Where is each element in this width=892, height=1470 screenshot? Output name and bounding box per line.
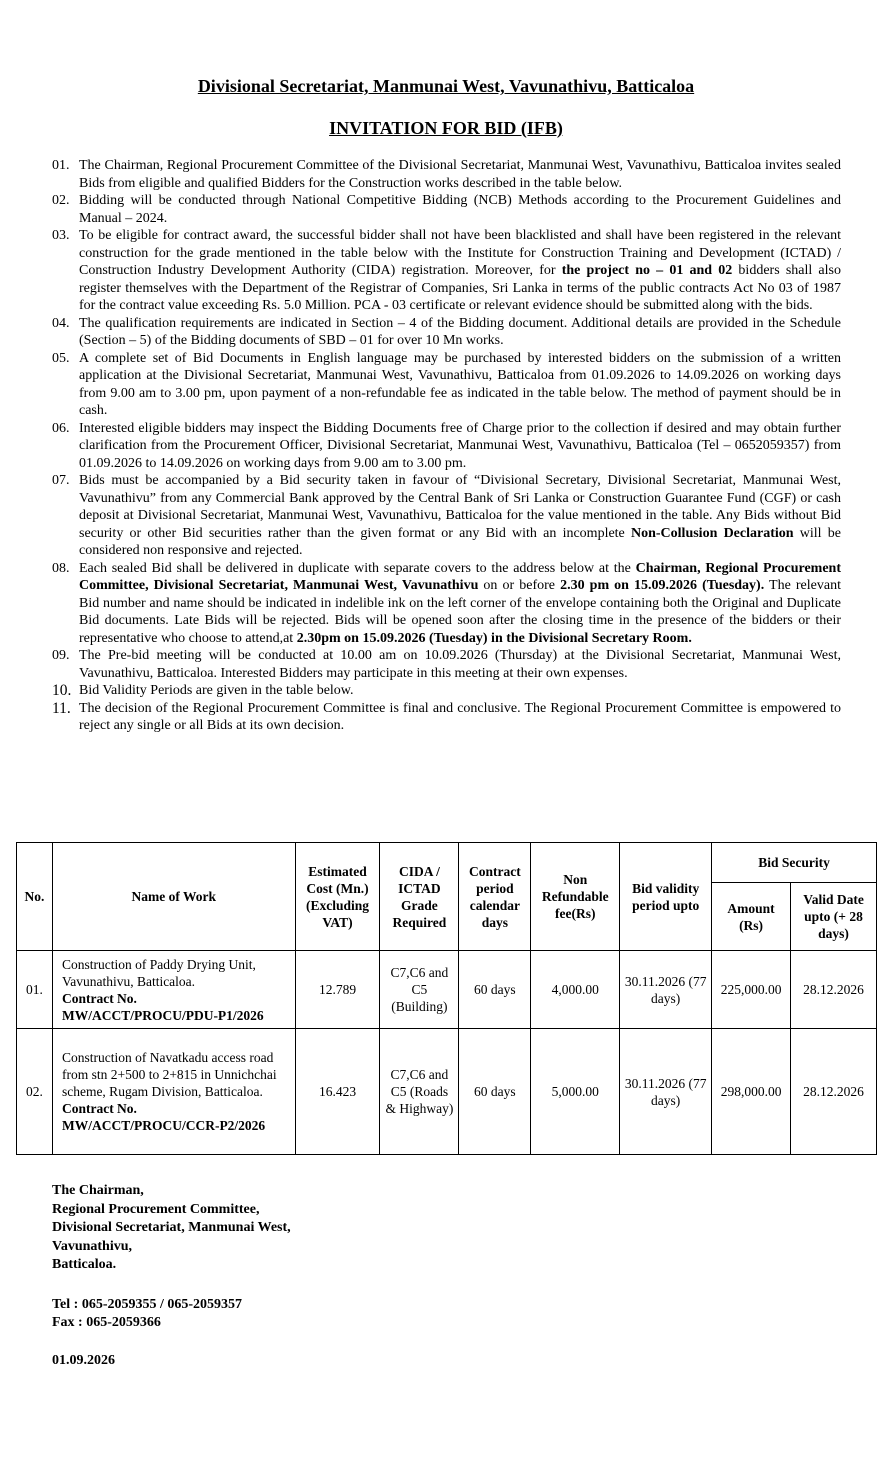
fee: 4,000.00 bbox=[531, 951, 620, 1029]
security-valid-date: 28.12.2026 bbox=[791, 1029, 877, 1155]
contract-label: Contract No. bbox=[61, 1101, 137, 1116]
contract-label: Contract No. bbox=[61, 990, 137, 1006]
contract-period: 60 days bbox=[459, 951, 531, 1029]
clause-list bbox=[52, 157, 841, 735]
fax: Fax : 065-2059366 bbox=[52, 1315, 161, 1330]
header-security-amount: Amount (Rs) bbox=[712, 883, 791, 951]
clause-number: 11. bbox=[52, 699, 71, 717]
security-valid-date: 28.12.2026 bbox=[791, 951, 877, 1029]
clause bbox=[52, 647, 841, 682]
header-security-valid-date: Valid Date upto (+ 28 days) bbox=[791, 883, 877, 951]
clause-text-segment: Bidding will be conducted through National Competitive Bidding (NCB) Methods according to the Procurement Guidelines and Manual – 2024. bbox=[79, 193, 841, 226]
header-no: No. bbox=[17, 843, 53, 951]
clause-text bbox=[79, 700, 841, 735]
clause-number: 10. bbox=[52, 682, 72, 699]
clause bbox=[52, 350, 841, 420]
clause bbox=[52, 420, 841, 473]
table-row bbox=[17, 1029, 877, 1155]
clause bbox=[52, 700, 841, 735]
clause-number: 02. bbox=[52, 193, 70, 208]
clause-text-segment: The Chairman, Regional Procurement Committee of the Divisional Secretariat, Manmunai West, Vavunathivu, Batticaloa invites sealed Bids from eligible and qualified Bidders for the Construction works described in the table below. bbox=[79, 158, 841, 191]
clause-bold-text: Non-Collusion Declaration bbox=[631, 525, 794, 541]
clause bbox=[52, 682, 841, 700]
clause-text-segment: To be eligible for contract award, the successful bidder shall not have been blacklisted and shall have been registered in the relevant construction for the grade mentioned in the table below with the Institute for Construction Training and Development (ICTAD) / Construction Industry Development Authority (CIDA) registration. Moreover, for bbox=[79, 228, 841, 278]
signature-line: Vavunathivu, bbox=[52, 1238, 133, 1254]
clause-text-segment: The qualification requirements are indicated in Section – 4 of the Bidding document. Additional details are provided in the Schedule (Section – 5) of the Bidding documents of SBD – 01 for over 10 Mn works. bbox=[79, 315, 841, 348]
clause-number: 04. bbox=[52, 315, 70, 331]
clause-text-segment: on or before bbox=[478, 578, 561, 593]
document-title: INVITATION FOR BID (IFB) bbox=[329, 118, 563, 138]
contact-block bbox=[52, 1296, 242, 1332]
clause-number: 01. bbox=[52, 158, 70, 173]
clause-number: 05. bbox=[52, 350, 70, 366]
bid-validity: 30.11.2026 (77 days) bbox=[620, 951, 712, 1029]
clause-text-segment: Bid Validity Periods are given in the table below. bbox=[79, 683, 354, 698]
clause-text bbox=[79, 315, 841, 350]
clause-number: 09. bbox=[52, 648, 70, 663]
work-name: Construction of Paddy Drying Unit, Vavunathivu, Batticaloa. bbox=[61, 956, 256, 989]
contract-number: MW/ACCT/PROCU/PDU-P1/2026 bbox=[61, 1007, 264, 1023]
estimated-cost: 16.423 bbox=[295, 1029, 380, 1155]
clause-text-segment: bidders shall also register themselves with the Department of the Registrar of Companies, Sri Lanka in terms of the public contracts Act No 03 of 1987 for the contract value exceeding Rs. 5.0 Million. PCA - 03 certificate or relevant evidence should be submitted along with the bids. bbox=[79, 263, 841, 313]
clause bbox=[52, 315, 841, 350]
clause-text-segment: will be considered non responsive and rejected. bbox=[79, 525, 841, 558]
security-amount: 225,000.00 bbox=[712, 951, 791, 1029]
clause-text-segment: A complete set of Bid Documents in English language may be purchased by interested bidders on the submission of a written application at the Divisional Secretariat, Manmunai West, Vavunathivu, Batticaloa from 01.09.2026 to 14.09.2026 on working days from 9.00 am to 3.00 pm, upon payment of a non-refundable fee as indicated in the table below. The method of payment should be in cash. bbox=[79, 350, 841, 418]
signature-line: Batticaloa. bbox=[52, 1257, 117, 1272]
clause-text bbox=[79, 682, 841, 700]
header-bid-security: Bid Security bbox=[712, 843, 877, 883]
header-contract-period: Contract period calendar days bbox=[459, 843, 531, 951]
clause-number: 06. bbox=[52, 420, 70, 436]
bid-table bbox=[16, 842, 877, 1155]
signature-block bbox=[52, 1182, 291, 1275]
header-name-of-work: Name of Work bbox=[52, 843, 295, 951]
clause-bold-text: the project no – 01 and 02 bbox=[561, 263, 733, 278]
clause-number: 07. bbox=[52, 473, 70, 488]
grade-required: C7,C6 and C5 (Building) bbox=[380, 951, 459, 1029]
clause-text bbox=[79, 192, 841, 227]
clause-text bbox=[79, 157, 841, 192]
table-row bbox=[17, 951, 877, 1029]
clause bbox=[52, 560, 841, 648]
clause-number: 03. bbox=[52, 228, 70, 243]
security-amount: 298,000.00 bbox=[712, 1029, 791, 1155]
header-estimated-cost: Estimated Cost (Mn.) (Excluding VAT) bbox=[295, 843, 380, 951]
clause-bold-text: 2.30pm on 15.09.2026 (Tuesday) in the Divisional Secretary Room. bbox=[296, 630, 692, 646]
clause-number: 08. bbox=[52, 560, 70, 576]
work-name: Construction of Navatkadu access road from stn 2+500 to 2+815 in Unnichchai scheme, Rugam Division, Batticaloa. bbox=[61, 1050, 277, 1099]
clause bbox=[52, 192, 841, 227]
clause-text-segment: The Pre-bid meeting will be conducted at 10.00 am on 10.09.2026 (Thursday) at the Divisional Secretariat, Manmunai West, Vavunathivu, Batticaloa. Interested Bidders may participate in this meeting at their own expenses. bbox=[79, 648, 841, 681]
header-fee: Non Refundable fee(Rs) bbox=[531, 843, 620, 951]
clause-text bbox=[79, 472, 841, 560]
bid-validity: 30.11.2026 (77 days) bbox=[620, 1029, 712, 1155]
signature-line: The Chairman, bbox=[52, 1183, 144, 1198]
clause-text bbox=[79, 560, 841, 648]
clause-text-segment: Bids must be accompanied by a Bid security taken in favour of “Divisional Secretary, Divisional Secretariat, Manmunai West, Vavunathivu” from any Commercial Bank approved by the Central Bank of Sri Lanka or Construction Guarantee Fund (CGF) or cash deposit at Divisional Secretariat, Manmunai West, Vavunathivu, Batticaloa for the value mentioned in the table. Any Bids without Bid security or other Bid securities rather than the given format or any Bid with an incomplete bbox=[79, 473, 841, 541]
issue-date: 01.09.2026 bbox=[52, 1353, 115, 1368]
clause-text bbox=[79, 350, 841, 420]
contract-number: MW/ACCT/PROCU/CCR-P2/2026 bbox=[61, 1118, 266, 1133]
estimated-cost: 12.789 bbox=[295, 951, 380, 1029]
clause-bold-text: Chairman, Regional Procurement Committee, Divisional Secretariat, Manmunai West, Vavunathivu bbox=[79, 560, 841, 593]
header-grade: CIDA / ICTAD Grade Required bbox=[380, 843, 459, 951]
clause-text-segment: The relevant Bid number and name should be indicated in indelible ink on the left corner of the envelope containing both the Original and Duplicate Bid documents. Late Bids will be rejected. Bids will be opened soon after the closing time in the presence of the bidders or their representative who choose to attend,at bbox=[79, 578, 841, 646]
telephone: Tel : 065-2059355 / 065-2059357 bbox=[52, 1297, 243, 1312]
work-description bbox=[52, 951, 295, 1029]
clause bbox=[52, 472, 841, 560]
clause-text bbox=[79, 227, 841, 315]
signature-line: Regional Procurement Committee, bbox=[52, 1201, 260, 1217]
contract-period: 60 days bbox=[459, 1029, 531, 1155]
clause-bold-text: 2.30 pm on 15.09.2026 (Tuesday). bbox=[560, 578, 765, 593]
clause-text-segment: The decision of the Regional Procurement Committee is final and conclusive. The Regional Procurement Committee is empowered to reject any single or all Bids at its own decision. bbox=[79, 700, 841, 733]
office-heading: Divisional Secretariat, Manmunai West, Vavunathivu, Batticaloa bbox=[197, 76, 695, 96]
work-description bbox=[52, 1029, 295, 1155]
clause-text-segment: Interested eligible bidders may inspect the Bidding Documents free of Charge prior to the collection if desired and may obtain further clarification from the Procurement Officer, Divisional Secretariat, Manmunai West, Vavunathivu, Batticaloa (Tel – 0652059357) from 01.09.2026 to 14.09.2026 on working days from 9.00 am to 3.00 pm. bbox=[79, 420, 841, 471]
clause-text bbox=[79, 420, 841, 473]
header-bid-validity: Bid validity period upto bbox=[620, 843, 712, 951]
signature-line: Divisional Secretariat, Manmunai West, bbox=[52, 1220, 291, 1235]
clause-text-segment: Each sealed Bid shall be delivered in duplicate with separate covers to the address below at the bbox=[79, 560, 636, 576]
clause bbox=[52, 227, 841, 315]
clause bbox=[52, 157, 841, 192]
grade-required: C7,C6 and C5 (Roads & Highway) bbox=[380, 1029, 459, 1155]
fee: 5,000.00 bbox=[531, 1029, 620, 1155]
clause-text bbox=[79, 647, 841, 682]
row-number: 01. bbox=[17, 951, 53, 1029]
row-number: 02. bbox=[17, 1029, 53, 1155]
